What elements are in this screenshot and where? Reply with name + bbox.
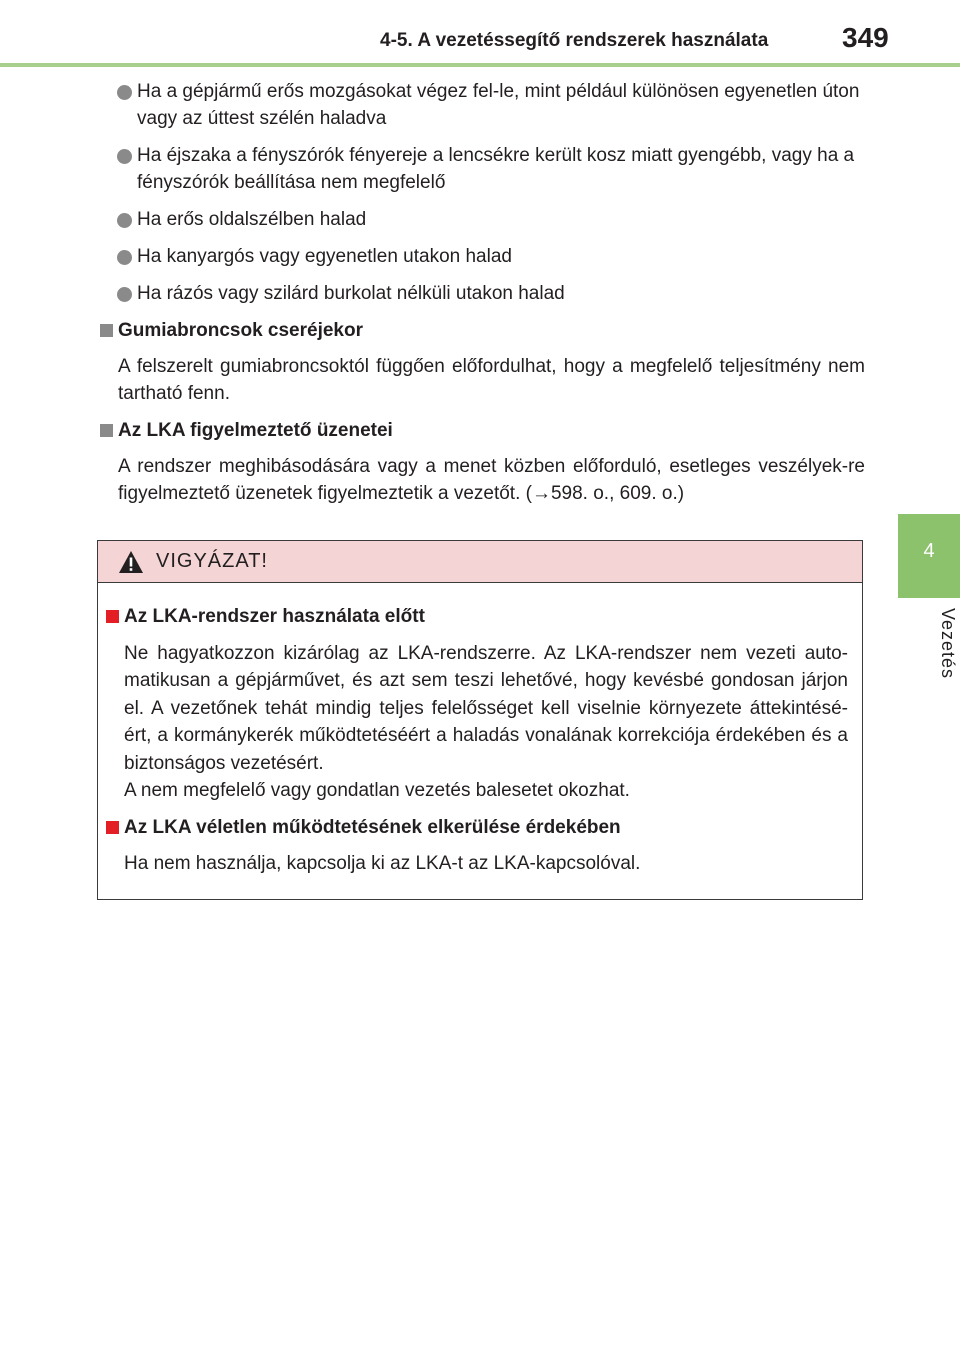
bullet-text: Ha erős oldalszélben halad (137, 209, 367, 230)
chapter-title: 4-5. A vezetéssegítő rendszerek használata (380, 30, 769, 51)
bullet-dot-icon (117, 287, 132, 302)
bullet-text: Ha kanyargós vagy egyenetlen utakon halad (137, 246, 512, 267)
warning-box (97, 540, 863, 900)
section-lka-messages (100, 417, 865, 507)
warning-header (98, 541, 862, 583)
warning-section-body-2: A nem megfelelő vagy gondatlan vezetés balesetet okozhat. (124, 780, 630, 801)
warning-section-title: Az LKA véletlen működtetésének elkerülése érdekében (124, 816, 621, 838)
bullet-dot-icon (117, 85, 132, 100)
bullet-text: Ha éjszaka a fényszórók fényereje a lencsékre került kosz miatt gyengébb, vagy ha a fényszórók beállítása nem megfelelő (137, 145, 855, 193)
bullet-item (100, 243, 865, 270)
warning-title: VIGYÁZAT! (156, 550, 268, 572)
chapter-tab-number: 4 (923, 540, 935, 562)
warning-section-title: Az LKA-rendszer használata előtt (124, 606, 425, 627)
warning-section-before-use (106, 603, 848, 805)
bullet-item (100, 142, 865, 196)
bullet-item (100, 78, 865, 132)
chapter-tab[interactable] (898, 514, 960, 598)
section-heading (100, 317, 865, 344)
square-bullet-icon (100, 424, 113, 437)
bullet-item (100, 206, 865, 233)
chapter-tab-label-wrap (910, 608, 958, 688)
red-square-icon (106, 821, 119, 834)
warning-triangle-icon (118, 550, 144, 574)
section-title: Az LKA figyelmeztető üzenetei (118, 420, 393, 441)
bullet-dot-icon (117, 149, 132, 164)
warning-section-accidental (106, 814, 848, 878)
red-square-icon (106, 610, 119, 623)
warning-body (98, 583, 862, 878)
section-tire-change (100, 317, 865, 407)
section-body: A rendszer meghibásodására vagy a menet közben előforduló, esetleges veszélyek-re figyelmeztető üzenetek figyelmeztetik a vezetőt. (→598. o., 609. o.) (118, 456, 865, 504)
warning-section-body: Ne hagyatkozzon kizárólag az LKA-rendszerre. Az LKA-rendszer nem vezeti auto-matikusan a gépjárművet, és azt sem teszi lehetővé, hogy kevésbé gondosan járjon el. A vezetőnek tehát mindig teljes felelősséget kell viselnie környezete áttekintésé-ért, a kormánykerék működtetéséért a haladás vonalának korrekciója érdekében és a biztonságos vezetésért. (124, 642, 848, 774)
bullet-dot-icon (117, 250, 132, 265)
main-content (100, 78, 865, 517)
square-bullet-icon (100, 324, 113, 337)
warning-section-heading (106, 814, 848, 842)
bullet-text: Ha rázós vagy szilárd burkolat nélküli utakon halad (137, 283, 565, 304)
page-number: 349 (842, 22, 889, 53)
warning-section-body: Ha nem használja, kapcsolja ki az LKA-t az LKA-kapcsolóval. (124, 853, 641, 874)
bullet-item (100, 280, 865, 307)
section-heading (100, 417, 865, 444)
bullet-text: Ha a gépjármű erős mozgásokat végez fel-le, mint például különösen egyenetlen úton vagy az úttest szélén haladva (137, 81, 860, 129)
chapter-tab-label: Vezetés (938, 608, 958, 680)
section-body: A felszerelt gumiabroncsoktól függően előfordulhat, hogy a megfelelő teljesítmény nem tartható fenn. (118, 356, 865, 404)
bullet-dot-icon (117, 213, 132, 228)
warning-section-heading (106, 603, 848, 631)
header-rule (0, 63, 960, 67)
section-title: Gumiabroncsok cseréjekor (118, 320, 363, 341)
